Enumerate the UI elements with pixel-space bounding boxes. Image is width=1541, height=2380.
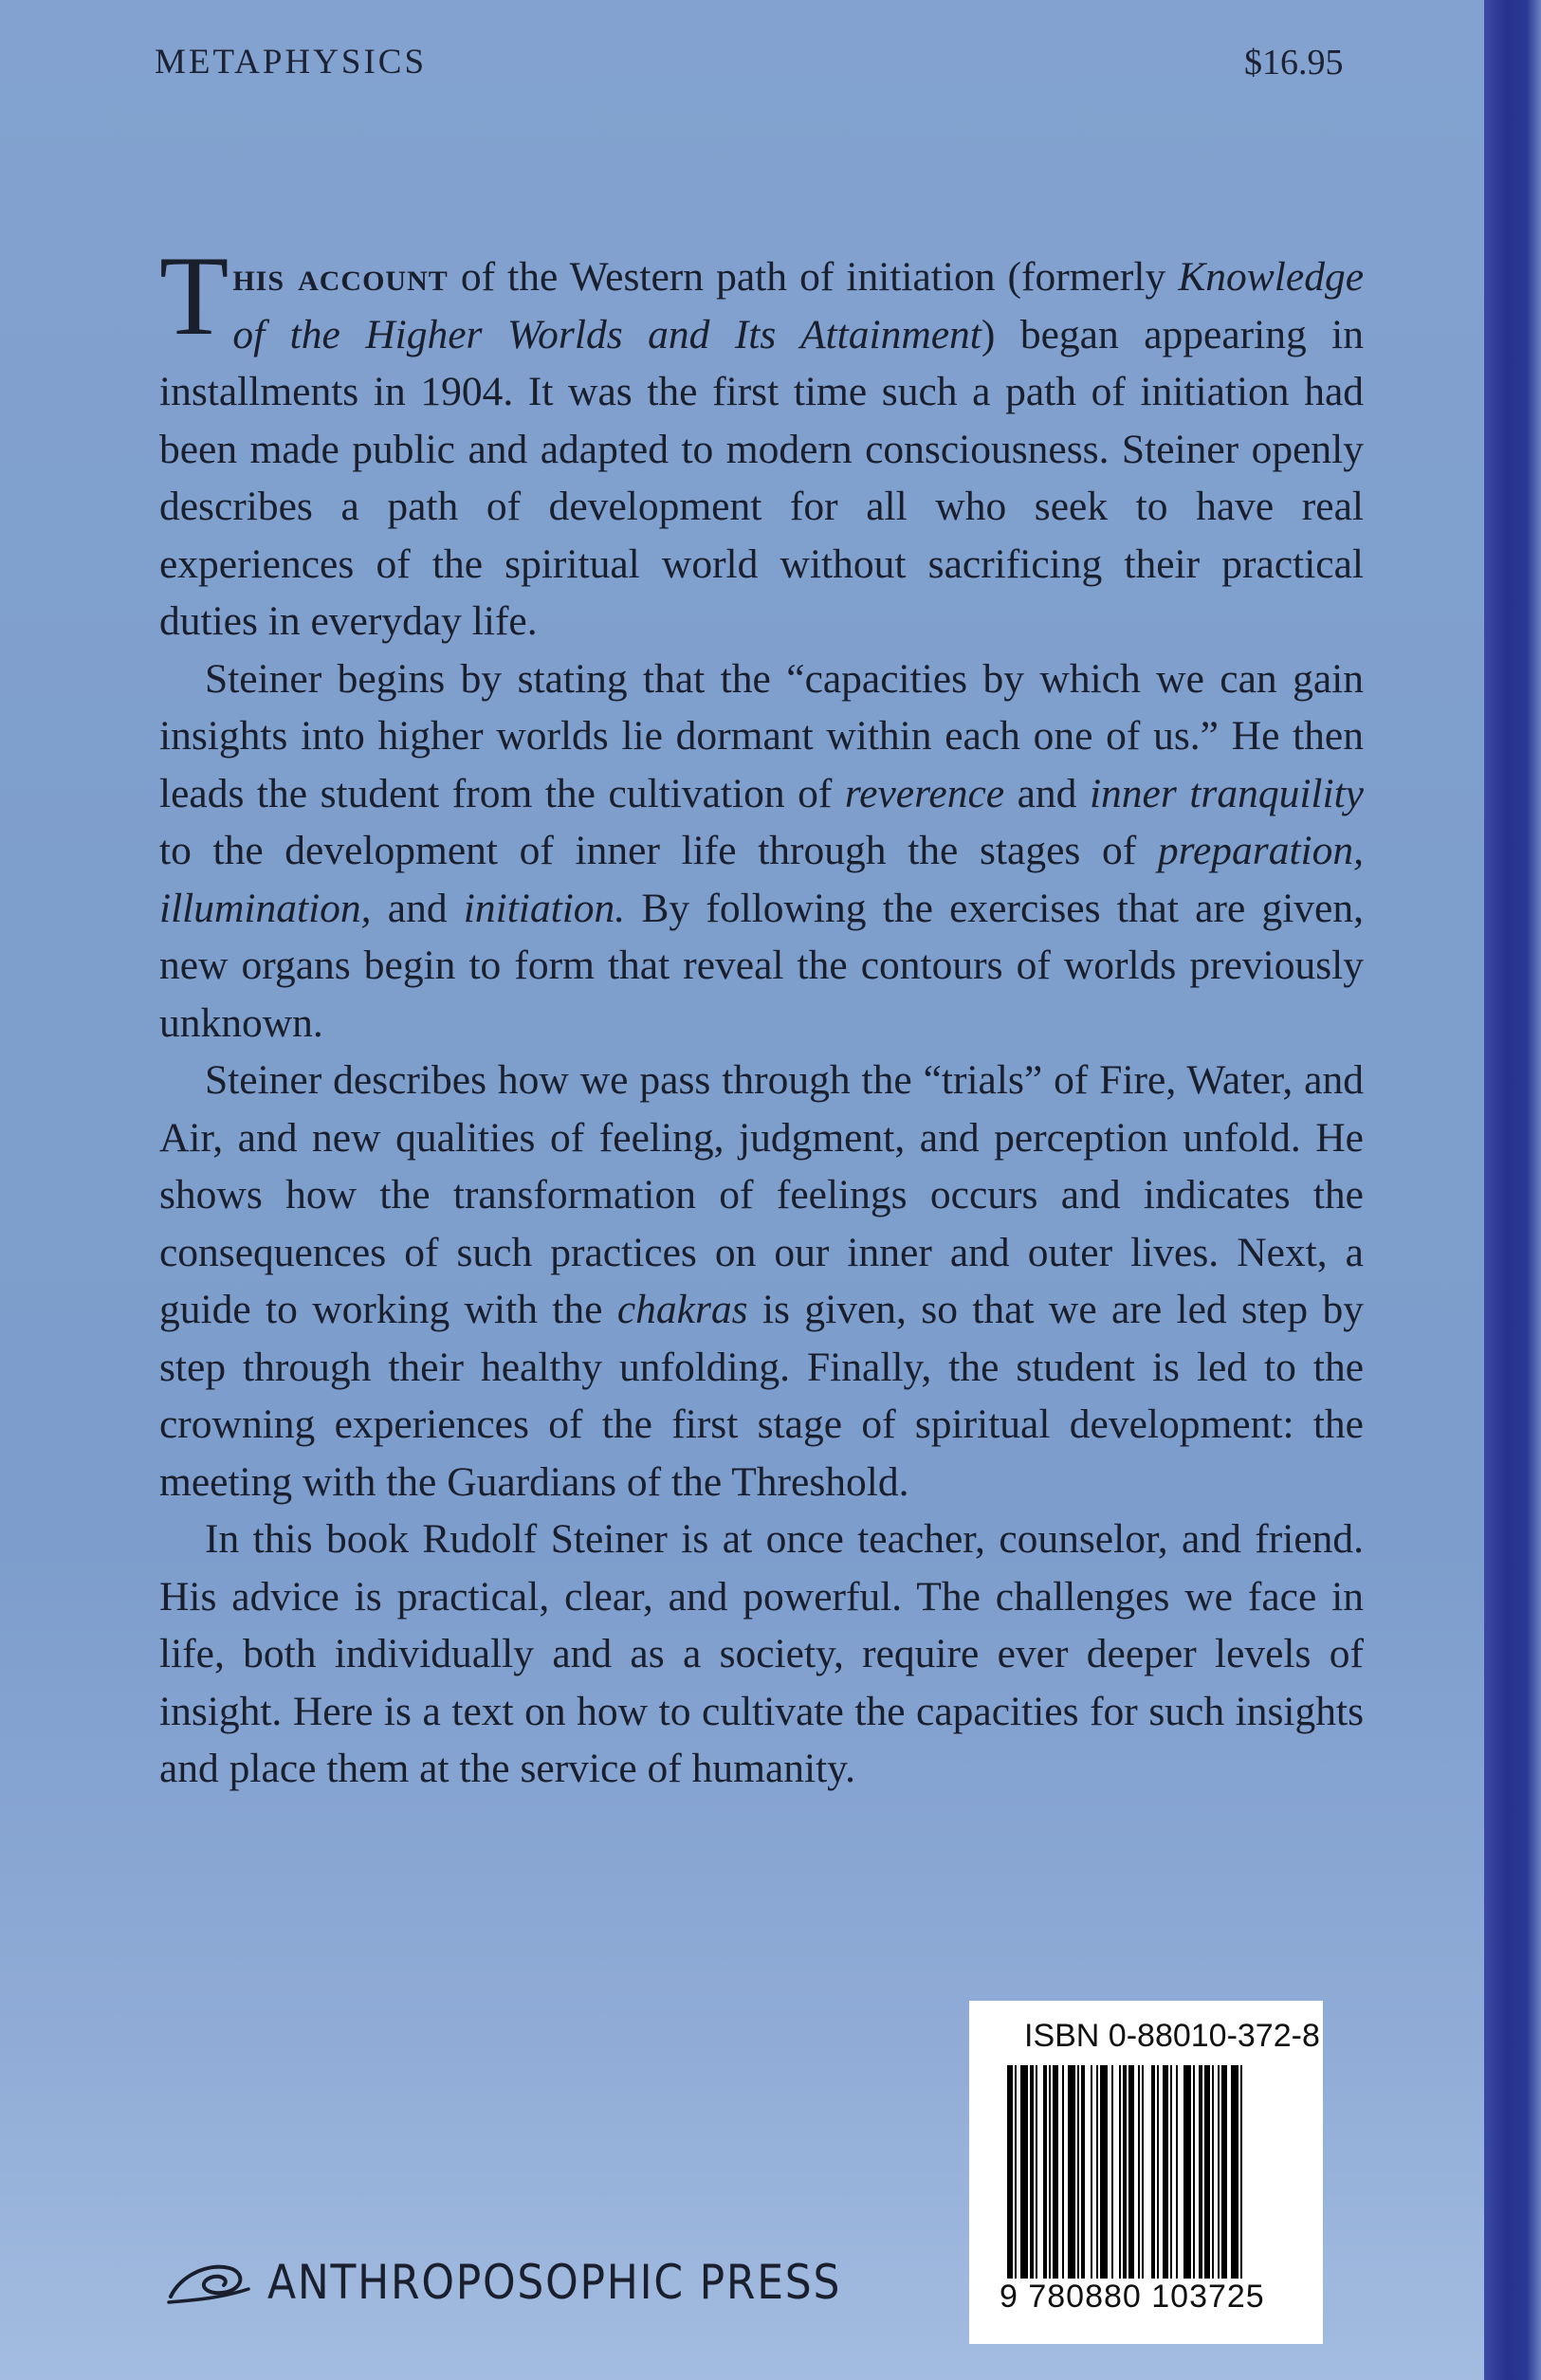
- emphasis-reverence: reverence: [844, 770, 1005, 816]
- publisher-name: ANTHROPOSOPHIC PRESS: [267, 2255, 842, 2310]
- isbn-label: ISBN 0-88010-372-8: [1024, 2018, 1320, 2054]
- paragraph-4: In this book Rudolf Steiner is at once teacher, counselor, and friend. His advice is practical, clear, and powerful. The challenges we face in life, both individually and as a society, require ever deeper levels of insight. Here is a text on how to cultivate the capacities for such insights and place them at the service of humanity.: [159, 1516, 1364, 1791]
- paragraph-3-text-b: is given, so that we are led step by step through their healthy unfolding. Finally, the student is led to the crowning experiences of the first stage of spiritual development: the meeting with the Guardians of the Threshold.: [159, 1287, 1364, 1505]
- publisher-swirl-logo-icon: [163, 2255, 254, 2310]
- paragraph-3-text-a: Steiner describes how we pass through the “trials” of Fire, Water, and Air, and new qualities of feeling, judgment, and perception unfold. He shows how the transformation of feelings occurs and indicates the consequences of such practices on our inner and outer lives. Next, a guide to working with the: [159, 1057, 1364, 1332]
- dropcap: T: [159, 232, 229, 358]
- paragraph-2-text-d: and: [371, 885, 464, 931]
- book-description: [159, 232, 1365, 1798]
- paragraph-2-text-e: By following the exercises that are given, new organs begin to form that reveal the contours of worlds previously unknown.: [159, 885, 1364, 1046]
- paragraph-3: [159, 1052, 1364, 1510]
- publisher-imprint: [163, 2255, 920, 2310]
- paragraph-2-text-b: and: [1004, 770, 1090, 816]
- paragraph-1-text-b: ) began appearing in installments in 1904. It was the first time such a path of initiation had been made public and adapted to modern consciousness. Steiner openly describes a path of development for all who seek to have real experiences of the spiritual world without sacrificing their practical duties in everyday life.: [159, 311, 1365, 644]
- former-title: Knowledge of the Higher Worlds and Its Attainment: [232, 254, 1365, 357]
- paragraph-1-text-a: of the Western path of initiation (formerly: [448, 254, 1179, 300]
- emphasis-tranquility: inner tranquility: [1089, 770, 1364, 816]
- barcode-panel: [969, 2001, 1323, 2344]
- barcode-icon: [1005, 2065, 1299, 2279]
- emphasis-stages: preparation, illumination,: [159, 828, 1364, 931]
- emphasis-chakras: chakras: [616, 1287, 748, 1332]
- category-label: METAPHYSICS: [155, 43, 428, 82]
- paragraph-2-text-c: to the development of inner life through the stages of: [159, 828, 1158, 873]
- price-label: $16.95: [1244, 43, 1344, 82]
- spine-edge: [1484, 0, 1541, 2380]
- emphasis-initiation: initiation.: [463, 885, 626, 931]
- barcode-digits: 9 780880 103725: [1000, 2279, 1265, 2315]
- paragraph-2: [159, 650, 1364, 1053]
- lead-in-smallcaps: his account: [232, 254, 449, 300]
- paragraph-1: [159, 232, 1365, 650]
- paragraph-2-text-a: Steiner begins by stating that the “capacities by which we can gain insights into higher worlds lie dormant within each one of us.” He then leads the student from the cultivation of: [159, 655, 1364, 816]
